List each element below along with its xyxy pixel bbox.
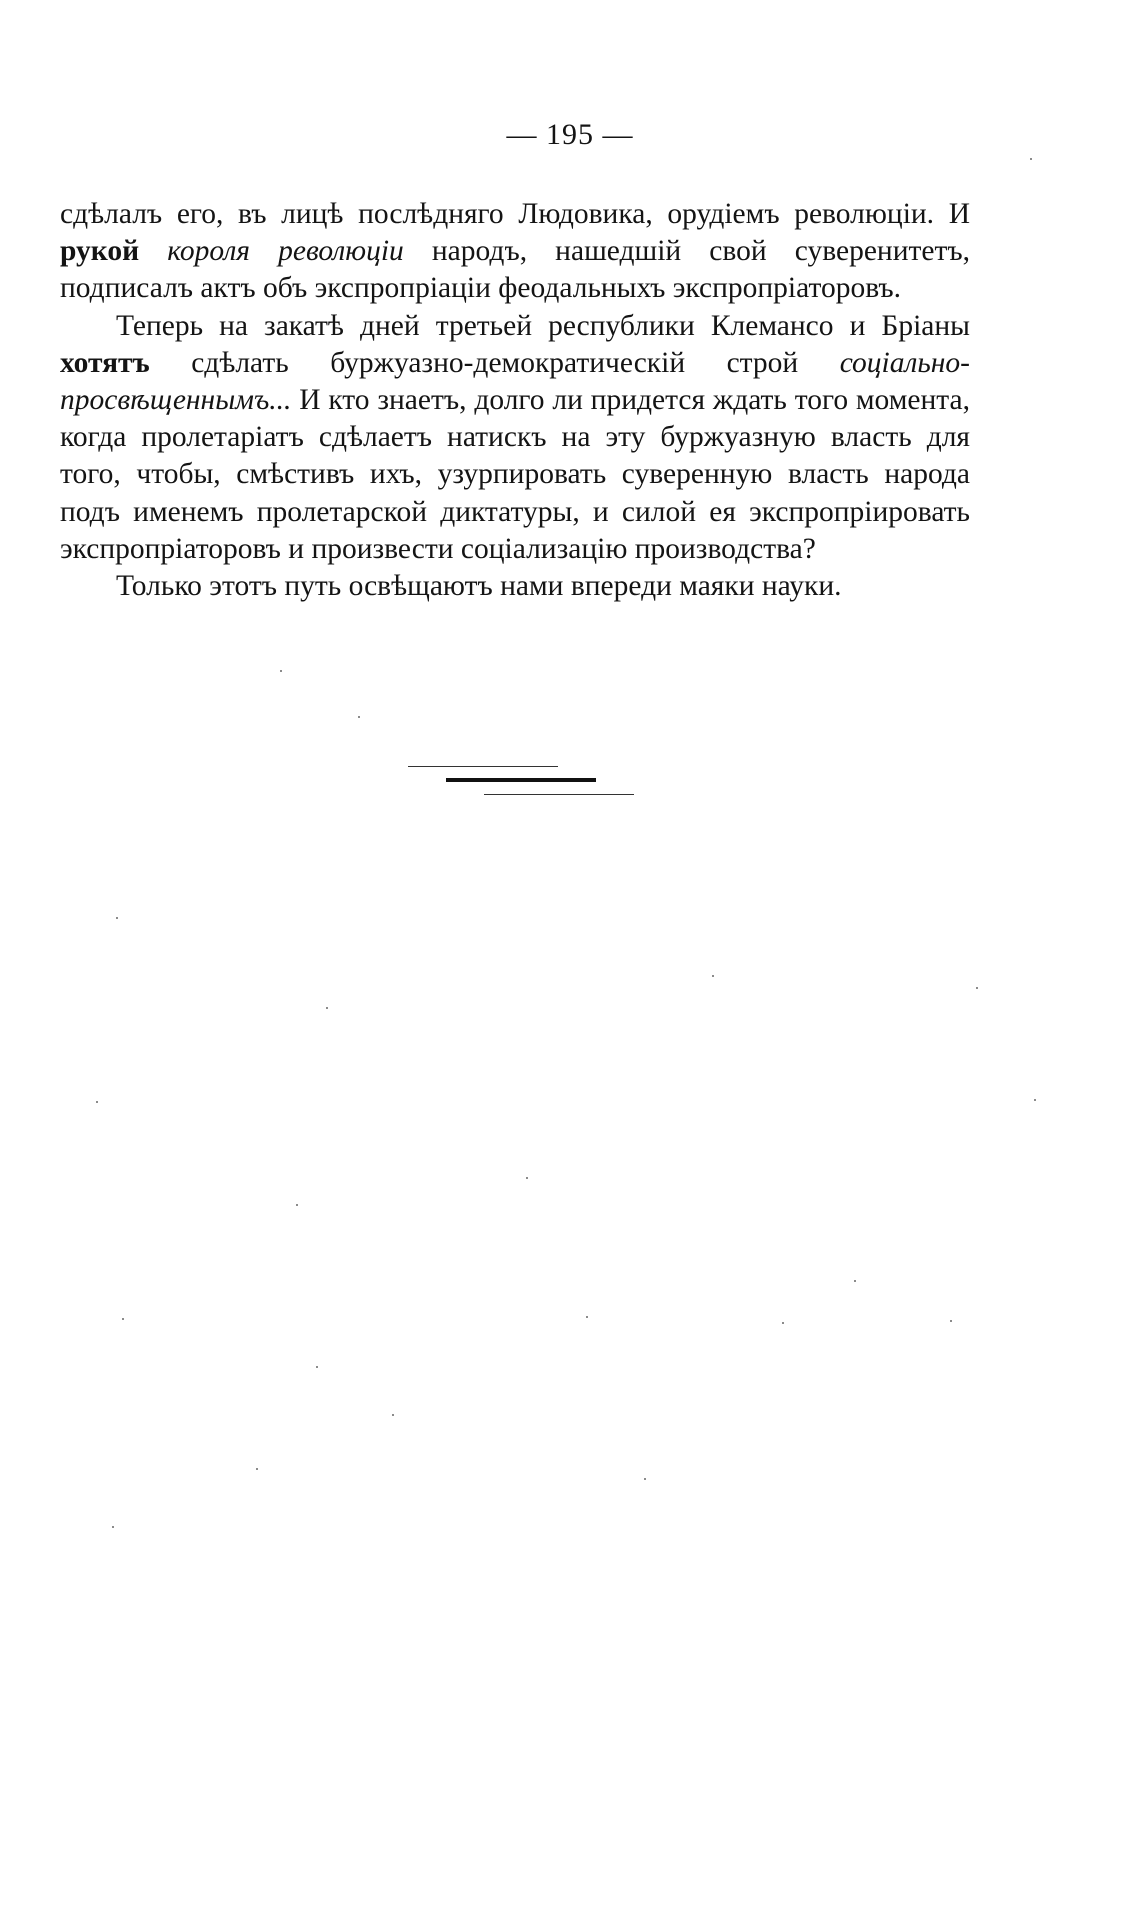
text-run: сдѣлалъ его, въ лицѣ послѣдняго Людовика, орудіемъ революціи. И xyxy=(60,198,970,230)
ornament-rule-thin-lower xyxy=(484,794,634,795)
text-run: Только этотъ путь освѣщаютъ нами впереди маяки науки. xyxy=(116,570,842,603)
ornament-rule-thick xyxy=(446,778,596,782)
text-run: народъ, нашедшій свой суверенитетъ, подписалъ актъ объ экспропріаціи феодальныхъ экспропріаторовъ. xyxy=(60,235,971,305)
italic-phrase: соціально-просвѣщеннымъ... xyxy=(60,346,970,417)
text-run: И кто знаетъ, долго ли придется ждать того момента, когда пролетаріатъ сдѣлаетъ натискъ на эту буржуазную власть для того, чтобы, смѣстивъ ихъ, узурпировать суверенную власть народа подъ именемъ пролетарской диктатуры, и силой ея экспропріировать экспропріаторовъ и произвести соціализацію производства? xyxy=(60,384,970,565)
italic-phrase: короля революціи xyxy=(167,235,404,268)
text-run-bold: рукой xyxy=(60,235,168,268)
text-run: Теперь на закатѣ дней третьей республики Клемансо и Бріаны xyxy=(116,309,970,342)
text-run-bold: хотятъ xyxy=(60,346,150,379)
ornament-rule-thin-upper xyxy=(408,766,558,767)
text-run: сдѣлать буржуазно-демократическій строй xyxy=(149,346,840,379)
page-number: — 195 — xyxy=(506,118,634,151)
